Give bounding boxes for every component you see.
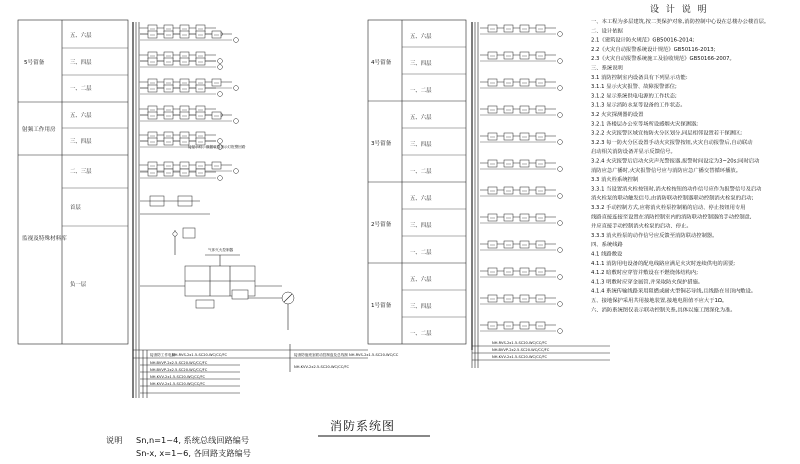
alarm-bell-symbol xyxy=(173,232,177,236)
alarm-device-symbol xyxy=(558,275,563,280)
right-floor-label: 五、六层 xyxy=(410,115,432,121)
device-row xyxy=(480,106,562,117)
device-row xyxy=(480,160,562,171)
detector-module-symbol xyxy=(536,25,545,32)
detector-module-symbol xyxy=(520,295,529,302)
device-row xyxy=(140,31,238,42)
detector-module-symbol xyxy=(536,160,545,167)
alarm-device-symbol xyxy=(218,92,223,97)
note-line: 2.2《火灾自动报警系统设计规范》GB50116-2013; xyxy=(591,46,716,53)
note-line: 五、接地保护采用共用接地装置,接地电阻值不应大于1Ω。 xyxy=(591,298,728,304)
footnote-line-1: Sn,n=1~4, 系统总线回路编号 xyxy=(136,435,250,445)
note-line: 4.1.3 明敷时应穿金属管,并采取防火保护措施。 xyxy=(591,279,704,286)
alarm-device-symbol xyxy=(218,139,223,144)
device-row xyxy=(480,25,562,36)
module-box xyxy=(232,290,248,299)
center-cable-label: 接消防值班室联动控制盘及总线制 NH-RVS-2x1.5-SC20-WC/CC xyxy=(294,353,399,357)
alarm-device-symbol xyxy=(558,59,563,64)
detector-module-symbol xyxy=(196,31,205,38)
note-line: 3.1.2 显示系统供电电源的工作状态; xyxy=(591,93,677,100)
device-row xyxy=(140,112,238,123)
right-floor-label: 一、二层 xyxy=(410,169,432,175)
left-cable-label: 接消防工作电源 xyxy=(150,353,176,357)
footnote-label: 说明 xyxy=(106,435,123,445)
note-line: 线路直接连接至设置在消防控制室内的消防联动控制器的手动控制盘, xyxy=(591,214,752,221)
alarm-device-symbol xyxy=(234,169,239,174)
detector-module-symbol xyxy=(504,322,513,329)
detector-module-symbol xyxy=(196,169,205,176)
detector-module-symbol xyxy=(488,322,497,329)
note-line: 一、本工程为多层建筑,按二类保护对象,消防控制中心设在总楼办公楼首层。 xyxy=(591,19,770,25)
detector-module-symbol xyxy=(488,52,497,59)
note-line: 4.1.4 系统传输线路采用阻燃或耐火型铜芯导线,且线路在吊顶内敷设。 xyxy=(591,288,757,295)
detector-module-symbol xyxy=(164,162,173,169)
note-line: 3.3.1 当设置消火栓按钮时,消火栓按钮的动作信号应作为报警信号及启动 xyxy=(591,186,762,193)
detector-module-symbol xyxy=(520,106,529,113)
device-row xyxy=(480,79,562,90)
right-floor-label: 五、六层 xyxy=(410,196,432,202)
alarm-device-symbol xyxy=(218,59,223,64)
detector-module-symbol xyxy=(536,322,545,329)
right-zone-label-3: 1号留备 xyxy=(371,303,392,309)
device-row xyxy=(140,169,222,180)
note-line: 3.2 火灾探测器的设置 xyxy=(591,112,644,118)
detector-module-symbol xyxy=(212,112,221,119)
detector-module-symbol xyxy=(164,169,173,176)
alarm-device-symbol xyxy=(558,86,563,91)
right-floor-label: 一、二层 xyxy=(410,331,432,337)
device-row xyxy=(480,52,562,63)
left-floor-label: 三、四层 xyxy=(70,139,92,145)
detector-module-symbol xyxy=(148,169,157,176)
note-line: 3.1 消防控制室内设备具有下列显示功能: xyxy=(591,74,688,81)
note-line: 3.1.1 显示火灾报警、故障报警部位; xyxy=(591,84,677,91)
detector-module-symbol xyxy=(504,79,513,86)
note-line: 4.1 线路敷设 xyxy=(591,251,623,258)
left-panel xyxy=(18,20,294,344)
detector-module-symbol xyxy=(488,79,497,86)
alarm-device-symbol xyxy=(558,194,563,199)
detector-module-symbol xyxy=(536,295,545,302)
note-line: 4.1.1 消防用电设备的配电线路应满足火灾时连续供电的需要; xyxy=(591,260,736,267)
note-line: 六、消防系统图仅表示联动控制关系,具体以施工图深化为准。 xyxy=(591,307,736,314)
left-zone-label-0: 5号留备 xyxy=(24,60,45,66)
design-notes xyxy=(591,3,769,313)
device-row xyxy=(480,214,562,225)
right-zone-label-2: 2号留备 xyxy=(371,222,392,228)
detector-module-symbol xyxy=(180,31,189,38)
note-line: 4.1.2 暗敷时应穿管并敷设在不燃烧体结构内; xyxy=(591,270,698,277)
note-line: 3.3.2 手动控制方式,应将消火栓泵控制箱的启动、停止按钮用专用 xyxy=(591,205,746,211)
detector-module-symbol xyxy=(520,187,529,194)
alarm-device-symbol xyxy=(558,140,563,145)
alarm-device-symbol xyxy=(234,38,239,43)
detector-module-symbol xyxy=(148,138,157,145)
detector-module-symbol xyxy=(504,187,513,194)
left-zone-label-2: 监视及特殊材料库 xyxy=(22,236,67,242)
alarm-device-symbol xyxy=(558,167,563,172)
detector-module-symbol xyxy=(504,214,513,221)
notes-title: 设 计 说 明 xyxy=(650,5,709,15)
detector-module-symbol xyxy=(164,112,173,119)
detector-module-symbol xyxy=(504,160,513,167)
right-device-rows xyxy=(480,25,562,333)
right-cable-label: NH-RVS-2x1.5-SC20-WC/CC/FC xyxy=(492,341,548,345)
detector-module-symbol xyxy=(196,85,205,92)
right-zone-label-1: 3号留备 xyxy=(371,141,392,147)
detector-module-symbol xyxy=(488,106,497,113)
left-floor-label: 三、四层 xyxy=(70,60,92,66)
right-cable-label: NH-KVV-2x1.5-SC20-WC/CC/FC xyxy=(492,355,548,359)
detector-module-symbol xyxy=(536,187,545,194)
detector-module-symbol xyxy=(536,268,545,275)
device-row xyxy=(140,85,222,96)
detector-module-symbol xyxy=(520,52,529,59)
detector-module-symbol xyxy=(180,162,189,169)
note-line: 3.2.4 火灾报警后启动火灾声光警报器,报警时间设定为3~20s;同时启动 xyxy=(591,158,760,165)
right-cable-label: NH-BVVP-2x2.5-SC20-WC/CC/FC xyxy=(492,348,550,352)
device-row xyxy=(480,268,562,279)
alarm-device-symbol xyxy=(234,119,239,124)
detector-module-symbol xyxy=(536,241,545,248)
detector-module-symbol xyxy=(536,214,545,221)
detector-module-symbol xyxy=(196,162,205,169)
right-floor-label: 一、二层 xyxy=(410,88,432,94)
alarm-device-symbol xyxy=(558,302,563,307)
alarm-device-symbol xyxy=(234,86,239,91)
module-box xyxy=(183,228,195,238)
detector-module-symbol xyxy=(148,112,157,119)
detector-module-symbol xyxy=(212,79,221,86)
detector-module-symbol xyxy=(196,112,205,119)
alarm-device-symbol xyxy=(558,329,563,334)
left-cable-label: NH-BVVP-2x2.5-SC20-WC/CC/FC xyxy=(150,361,208,365)
detector-module-symbol xyxy=(488,295,497,302)
detector-module-symbol xyxy=(148,58,157,65)
note-line: 3.2.2 火灾报警区域宜按防火分区划分,同层相邻设置若干探测区; xyxy=(591,130,743,137)
detector-module-symbol xyxy=(488,187,497,194)
detector-module-symbol xyxy=(180,169,189,176)
left-floor-label: 五、六层 xyxy=(70,33,92,39)
detector-module-symbol xyxy=(488,160,497,167)
detector-module-symbol xyxy=(520,322,529,329)
detector-module-symbol xyxy=(488,241,497,248)
left-floor-label: 五、六层 xyxy=(70,113,92,119)
detector-module-symbol xyxy=(196,58,205,65)
detector-module-symbol xyxy=(180,112,189,119)
detector-module-symbol xyxy=(164,138,173,145)
detector-module-symbol xyxy=(504,25,513,32)
right-floor-label: 五、六层 xyxy=(410,277,432,283)
detector-module-symbol xyxy=(520,268,529,275)
detector-module-symbol xyxy=(196,138,205,145)
note-line: 二、设计依据 xyxy=(591,28,623,35)
alarm-device-symbol xyxy=(558,221,563,226)
detector-module-symbol xyxy=(504,268,513,275)
left-floor-label: 负一层 xyxy=(70,282,87,288)
note-line: 3.2.3 每一防火分区设置手动火灾报警按钮,火灾自动报警后,自动联动 xyxy=(591,139,753,146)
left-floor-label: 首层 xyxy=(70,205,81,211)
diagram-title: 消防系统图 xyxy=(330,419,396,433)
note-line: 3.3.3 消火栓泵的动作信号应反馈至消防联动控制器。 xyxy=(591,232,718,239)
alarm-device-symbol xyxy=(218,65,223,70)
note-line: 3.2.1 各楼层办公室等场所设感烟火灾探测器; xyxy=(591,121,698,128)
alarm-device-symbol xyxy=(558,32,563,37)
center-cables xyxy=(133,344,399,398)
detector-module-symbol xyxy=(148,162,157,169)
device-row xyxy=(480,241,562,252)
right-floor-label: 三、四层 xyxy=(410,142,432,148)
left-cable-label: NH-KVV-2x1.5-SC20-WC/CC/FC xyxy=(150,382,206,386)
detector-module-symbol xyxy=(212,31,221,38)
detector-module-symbol xyxy=(536,133,545,140)
left-device-rows xyxy=(139,25,238,214)
detector-module-symbol xyxy=(520,79,529,86)
detector-module-symbol xyxy=(180,85,189,92)
detector-module-symbol xyxy=(180,58,189,65)
detector-module-symbol xyxy=(212,162,221,169)
center-cable-label: NH-KVV-2x2.5-SC20-WC/CC/FC xyxy=(294,365,350,369)
note-line: 消火栓泵的联动触发信号,由消防联动控制器联动控制消火栓泵的启动; xyxy=(591,195,754,202)
left-annotation-1: 接显示灯、数据装置指示灯报警回路 xyxy=(188,145,246,149)
note-line: 2.1《建筑设计防火规范》GB50016-2014; xyxy=(591,37,695,44)
detector-module-symbol xyxy=(164,58,173,65)
detector-module-symbol xyxy=(504,295,513,302)
note-line: 3.3 消火栓系统控制 xyxy=(591,177,639,184)
note-line: 2.3《火灾自动报警系统施工及验收规范》GB50166-2007。 xyxy=(591,56,735,63)
detector-module-symbol xyxy=(504,133,513,140)
detector-module-symbol xyxy=(520,214,529,221)
left-cable-label: NH-BVVP-2x2.5-SC20-WC/CC/FC xyxy=(150,368,208,372)
right-floor-label: 一、二层 xyxy=(410,250,432,256)
detector-module-symbol xyxy=(488,214,497,221)
left-annotation-2: 气体灭火控制器 xyxy=(208,248,234,252)
left-zone-table xyxy=(18,20,128,344)
alarm-device-symbol xyxy=(558,248,563,253)
note-line: 启动相关消防设备并显示反馈信号。 xyxy=(591,149,676,156)
right-floor-label: 三、四层 xyxy=(410,223,432,229)
detector-module-symbol xyxy=(536,106,545,113)
alarm-device-symbol xyxy=(218,176,223,181)
detector-module-symbol xyxy=(164,85,173,92)
module-box xyxy=(196,300,214,308)
right-floor-label: 三、四层 xyxy=(410,61,432,67)
detector-module-symbol xyxy=(488,133,497,140)
detector-module-symbol xyxy=(520,25,529,32)
right-floor-label: 五、六层 xyxy=(410,34,432,40)
left-zone-label-1: 射频工作用房 xyxy=(22,127,56,133)
note-line: 消防应急广播时,火灾报警信号应与消防应急广播交替循环播放。 xyxy=(591,167,741,174)
detector-module-symbol xyxy=(504,241,513,248)
footnote-line-2: Sn-x, x=1~6, 各回路支路编号 xyxy=(136,448,251,458)
detector-module-symbol xyxy=(148,85,157,92)
right-panel xyxy=(368,20,610,368)
detector-module-symbol xyxy=(536,52,545,59)
note-line: 3.1.3 显示消防水泵等设备的工作状态。 xyxy=(591,102,686,109)
detector-module-symbol xyxy=(520,133,529,140)
device-row xyxy=(480,133,562,144)
detector-module-symbol xyxy=(488,268,497,275)
device-row xyxy=(480,295,562,306)
detector-module-symbol xyxy=(520,160,529,167)
detector-module-symbol xyxy=(148,31,157,38)
right-floor-label: 三、四层 xyxy=(410,304,432,310)
detector-module-symbol xyxy=(520,241,529,248)
note-line: 四、系统线路 xyxy=(591,242,623,249)
right-zone-label-0: 4号留备 xyxy=(371,60,392,66)
device-row xyxy=(480,187,562,198)
detector-module-symbol xyxy=(536,79,545,86)
alarm-device-symbol xyxy=(558,113,563,118)
note-line: 并应直接手动控制消火栓泵的启动、停止。 xyxy=(591,223,692,230)
left-floor-label: 二、三层 xyxy=(70,169,92,175)
device-row xyxy=(480,322,562,333)
detector-module-symbol xyxy=(488,25,497,32)
left-cable-label: NH-RVS-2x1.5-SC20-WC/CC/FC xyxy=(172,353,228,357)
detector-module-symbol xyxy=(504,106,513,113)
left-cable-label: NH-KVV-2x1.5-SC20-WC/CC/FC xyxy=(150,375,206,379)
device-row xyxy=(140,58,222,69)
note-line: 三、系统说明 xyxy=(591,65,623,72)
detector-module-symbol xyxy=(180,138,189,145)
detector-module-symbol xyxy=(504,52,513,59)
detector-module-symbol xyxy=(164,31,173,38)
left-floor-label: 一、二层 xyxy=(70,86,92,92)
